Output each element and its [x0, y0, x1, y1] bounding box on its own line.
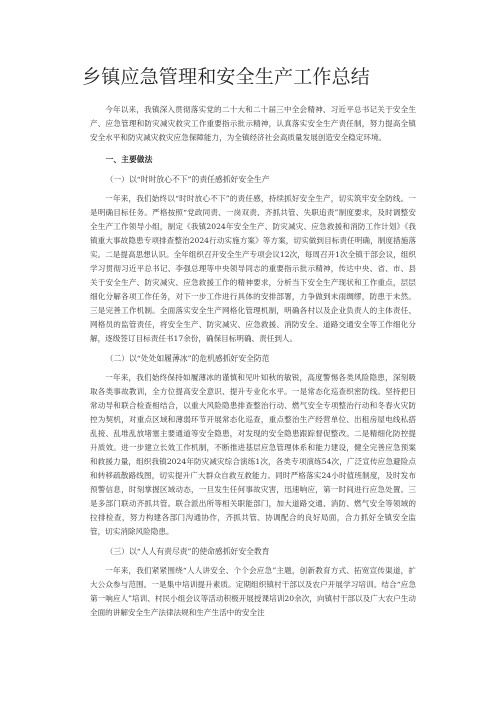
subsection-heading-2: （二）以“处处如履薄冰”的危机感抓好安全防范 [105, 354, 270, 363]
page-title: 乡镇应急管理和安全生产工作总结 [82, 66, 371, 88]
subsection-body-1: 一年来，我们始终以“时时放心不下”的责任感，持续抓好安全生产，切实筑牢安全防线。一是明确目标任务。严格按照“党政同责、一岗双责、齐抓共管、失职追责”制度要求，及时调整安全生产工作领导小组，制定《我镇2024年安全生产、防灾减灾、应急救援和消防工作计划》《我镇重大事故隐患专项排查整治2024行动实施方案》等方案，切实做到目标责任明确，制度措施落实。二是提高思想认识。全年组织召开安全生产专项会议12次，每周召开1次全镇干部会议，组织学习贯彻习近平总书记、李强总理等中央领导同志的重要指示批示精神，传达中央、省、市、县关于安全生产、防灾减灾、应急救援工作的精神要求，分析当下安全生产现状和工作重点，层层细化分解各项工作任务，对下一步工作进行具体的安排部署，力争做到未雨绸缪，防患于未然。三是完善工作机制。全面落实安全生产网格化管理机制，明确各村以及企业负责人的主体责任、网格员的监管责任，将安全生产、防灾减灾、应急救援、消防安全、道路交通安全等工作细化分解，逐级签订目标责任书17余份，确保目标明确、责任到人。 [90, 194, 416, 343]
section-heading-main-practices: 一、主要做法 [105, 155, 153, 164]
subsection-heading-3: （三）以“人人有责尽责”的使命感抓好安全教育 [105, 547, 270, 556]
intro-paragraph: 今年以来，我镇深入贯彻落实党的二十大和二十届三中全会精神、习近平总书记关于安全生产、应急管理和防灾减灾救灾工作重要指示批示精神，认真落实安全生产责任制，努力提高全镇安全水平和防灾减灾救灾应急保障能力，为全镇经济社会高质量发展创造安全稳定环境。 [90, 105, 416, 142]
subsection-body-2: 一年来，我们始终保持如履薄冰的谨慎和见叶知秋的敏锐，高度警惕各类风险隐患，深刻吸取各类事故教训，全方位提高安全意识、提升专业化水平。一是常态化巡查织密防线。坚持把日常动导和联合检查相结合，以重大风险隐患排查整治行动、燃气安全专项整治行动和冬春火灾防控为契机，对重点区域和薄弱环节开展常态化巡查，重点整治生产经营单位、出租房屋电线私搭乱接、乱堆乱放堵塞主要通道等安全隐患，对发现的安全隐患跟踪督促整改。二是精细化防控提升质效。进一步建立长效工作机制，不断推进基层应急管理体系和能力建设，健全完善应急预案和救援力量，组织我镇2024年防灾减灾综合演练1次，各类专项演练54次，广泛宣传应急避险点和转移疏散路线图，切实提升广大群众自救互救能力。同时严格落实24小时值班制度，及时发布预警信息，时刻掌握区域动态，一旦发生任何事故灾害，迅速响应，第一时间进行应急处置。三是多部门联动齐抓共管。联合派出所等相关职能部门，加大道路交通、消防、燃气安全等领域的拉排检查，努力构建各部门沟通协作，齐抓共管、协调配合的良好局面，合力抓好全镇安全监管，切实消除风险隐患。 [90, 373, 416, 536]
subsection-heading-1: （一）以“时时放心不下”的责任感抓好安全生产 [105, 175, 270, 184]
subsection-body-3: 一年来，我们紧紧围绕“人人讲安全、个个会应急”主题，创新教育方式、拓宽宣传渠道，扩大公众参与范围。一是集中培训提升素质。定期组织镇村干部以及农户开展学习培训。结合“应急第一响应人”培训、村民小组会议等活动积极开展授课培训20余次，向镇村干部以及广大农户生动全面的讲解安全生产法律法规和生产生活中的安全注 [90, 566, 416, 617]
